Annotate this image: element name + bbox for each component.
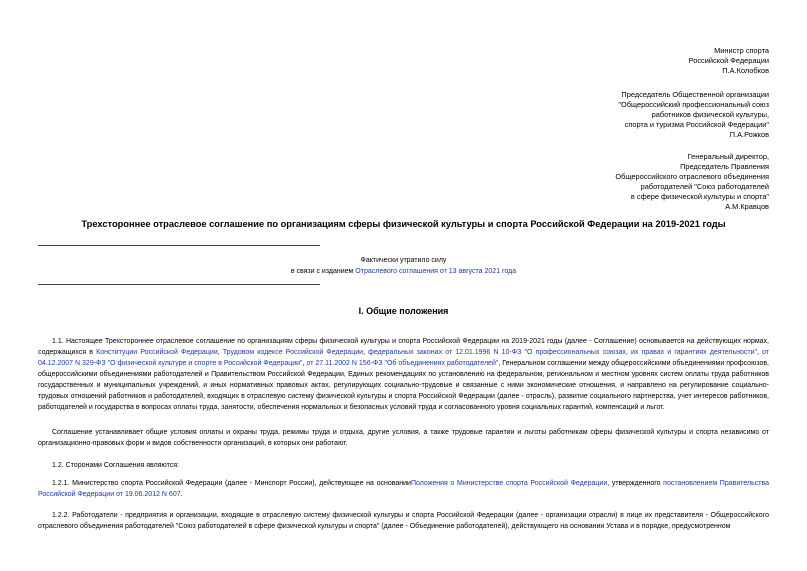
text-run: .: [180, 491, 183, 498]
ministry-regulation-link[interactable]: Положения о Министерстве спорта Российской Федерации: [410, 480, 608, 487]
divider: [38, 245, 320, 246]
text-run: , Генеральном соглашении между общероссийскими объединениями профсоюзов, общероссийскими объединениями работодателей и Правительством Российской Федерации, Единых рекомендациях по установлению на федеральном, региональном и местном уровнях систем оплаты труда работников государственных и муниципальных учреждений, и иных нормативных правовых актах, регулирующих социально-трудовые и связанные с ними экономические отношения, и направлено на регулирование социально-трудовых отношений работников и работодателей, входящих в отраслевую систему физической культуры и спорта Российской Федерации (далее - отрасль), развитие социального партнерства, учет интересов работников, работодателей и государства в вопросах оплаты труда, занятости, обеспечения нормальных и безопасных условий труда и согласованного уровня социальных гарантий, компенсаций и льгот.: [38, 360, 770, 411]
paragraph-1-2: 1.2. Сторонами Соглашения являются:: [52, 462, 179, 469]
signature-line: П.А.Рожков: [729, 130, 769, 139]
status-line-2: [0, 266, 807, 277]
signature-line: Общероссийского отраслевого объединения: [615, 172, 769, 181]
signature-line: "Общероссийский профессиональный союз: [618, 100, 769, 109]
signature-line: Российской Федерации: [688, 56, 769, 65]
labor-code-link[interactable]: Трудовом кодексе Российской Федерации: [222, 349, 364, 356]
signature-employers-union: [615, 152, 769, 212]
signature-line: А.М.Кравцов: [725, 202, 769, 211]
document-status: [0, 255, 807, 277]
government-decree-link[interactable]: постановлением Правительства Российской Федерации от 19.06.2012 N 607: [38, 480, 769, 498]
text-run: , утвержденного: [607, 480, 664, 487]
divider: [38, 284, 320, 285]
text-run: ,: [217, 349, 223, 356]
signature-line: спорта и туризма Российской Федерации": [624, 120, 769, 129]
sport-law-link[interactable]: от 04.12.2007 N 329-ФЗ "О физической культуре и спорте в Российской Федерации": [38, 349, 770, 367]
document-title: Трехстороннее отраслевое соглашение по организациям сферы физической культуры и спорта Российской Федерации на 2019-2021 годы: [81, 219, 726, 229]
constitution-link[interactable]: Конституции Российской Федерации: [96, 349, 218, 356]
text-run: ,: [756, 349, 763, 356]
signature-line: Председатель Правления: [680, 162, 769, 171]
paragraph-1-2-1: [38, 478, 769, 500]
text-run: 1.2.1. Министерство спорта Российской Федерации (далее - Минспорт России), действующее на основании: [52, 480, 411, 487]
text-run: 1.1. Настоящее Трехстороннее отраслевое соглашение по организациям сферы физической культуры и спорта Российской Федерации на 2019-2021 годы (далее - Соглашение) основывается на действующих нормах, содержащихся в: [38, 338, 769, 356]
status-line: Фактически утратило силу: [360, 257, 447, 264]
signature-line: работодателей "Союз работодателей: [640, 182, 769, 191]
superseding-agreement-link[interactable]: Отраслевого соглашения от 13 августа 2021 года: [355, 268, 517, 275]
signature-line: Председатель Общественной организации: [621, 90, 769, 99]
signature-line: Министр спорта: [714, 46, 769, 55]
signature-line: П.А.Колобков: [722, 66, 769, 75]
signature-line: Генеральный директор,: [687, 152, 769, 161]
status-prefix: в связи с изданием: [290, 268, 356, 275]
signature-sport-minister: [689, 46, 769, 76]
signature-line: работников физической культуры,: [651, 110, 769, 119]
text-run: ,: [363, 349, 369, 356]
paragraph-scope: Соглашение устанавливает общие условия оплаты и охраны труда, режимы труда и отдыха, другие условия, а также трудовые гарантии и льготы работникам сферы физической культуры и спорта независимо от организационно-правовых форм и видов собственности организаций, в которых они работают.: [38, 429, 769, 447]
section-heading: I. Общие положения: [358, 306, 449, 316]
text-run: ,: [302, 360, 307, 367]
employers-law-link[interactable]: от 27.11.2002 N 156-ФЗ "Об объединениях работодателей": [306, 360, 499, 367]
trade-unions-law-link[interactable]: федеральных законах от 12.01.1996 N 10-ФЗ "О профессиональных союзах, их правах и гарантиях деятельности": [368, 349, 757, 356]
paragraph-1-1: [38, 336, 769, 413]
signature-line: в сфере физической культуры и спорта": [630, 192, 769, 201]
signature-trade-union: [618, 90, 769, 140]
paragraph-1-2-2: 1.2.2. Работодатели - предприятия и организации, входящие в отраслевую систему физической культуры и спорта Российской Федерации (далее - организации отрасли) в лице их представителя - Общероссийского отраслевого объединения работодателей "Союз работодателей в сфере физической культуры и спорта" (далее - Объединение работодателей), действующего на основании Устава и в порядке, предусмотренном: [38, 512, 769, 530]
